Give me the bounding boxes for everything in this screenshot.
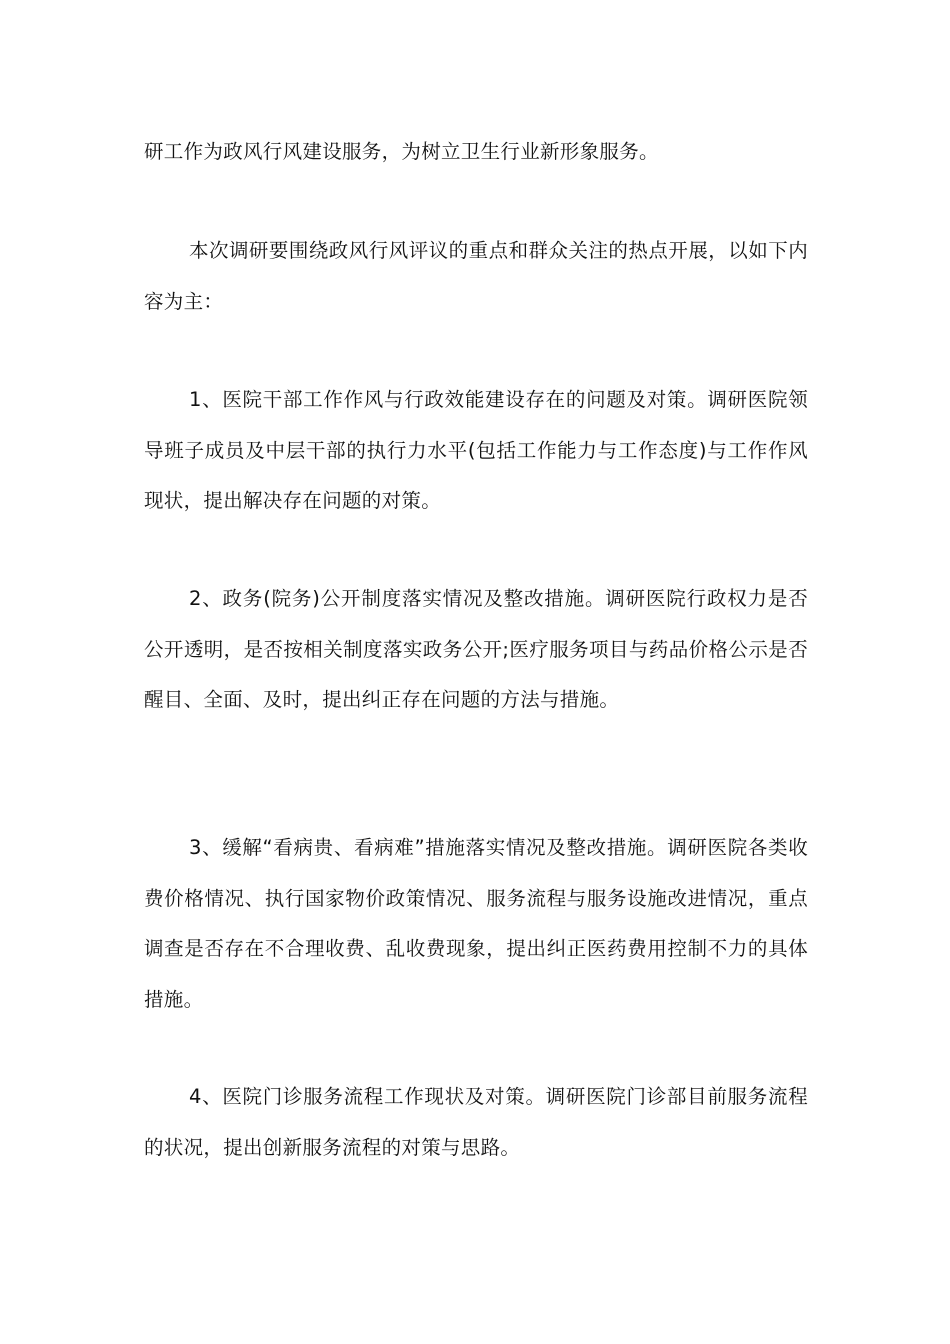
- paragraph-item-4: 4、医院门诊服务流程工作现状及对策。调研医院门诊部目前服务流程的状况，提出创新服务流程的对策与思路。: [144, 1085, 808, 1159]
- paragraph-item-1: 1、医院干部工作作风与行政效能建设存在的问题及对策。调研医院领导班子成员及中层干部的执行力水平(包括工作能力与工作态度)与工作作风现状，提出解决存在问题的对策。: [144, 388, 808, 512]
- paragraph-intro: 本次调研要围绕政风行风评议的重点和群众关注的热点开展，以如下内容为主：: [144, 239, 808, 313]
- paragraph-item-2: 2、政务(院务)公开制度落实情况及整改措施。调研医院行政权力是否公开透明，是否按相关制度落实政务公开;医疗服务项目与药品价格公示是否醒目、全面、及时，提出纠正存在问题的方法与措施。: [144, 587, 808, 711]
- paragraph-item-3: 3、缓解“看病贵、看病难”措施落实情况及整改措施。调研医院各类收费价格情况、执行国家物价政策情况、服务流程与服务设施改进情况，重点调查是否存在不合理收费、乱收费现象，提出纠正医药费用控制不力的具体措施。: [144, 836, 808, 1011]
- paragraph-continuation: 研工作为政风行风建设服务，为树立卫生行业新形象服务。: [144, 140, 659, 163]
